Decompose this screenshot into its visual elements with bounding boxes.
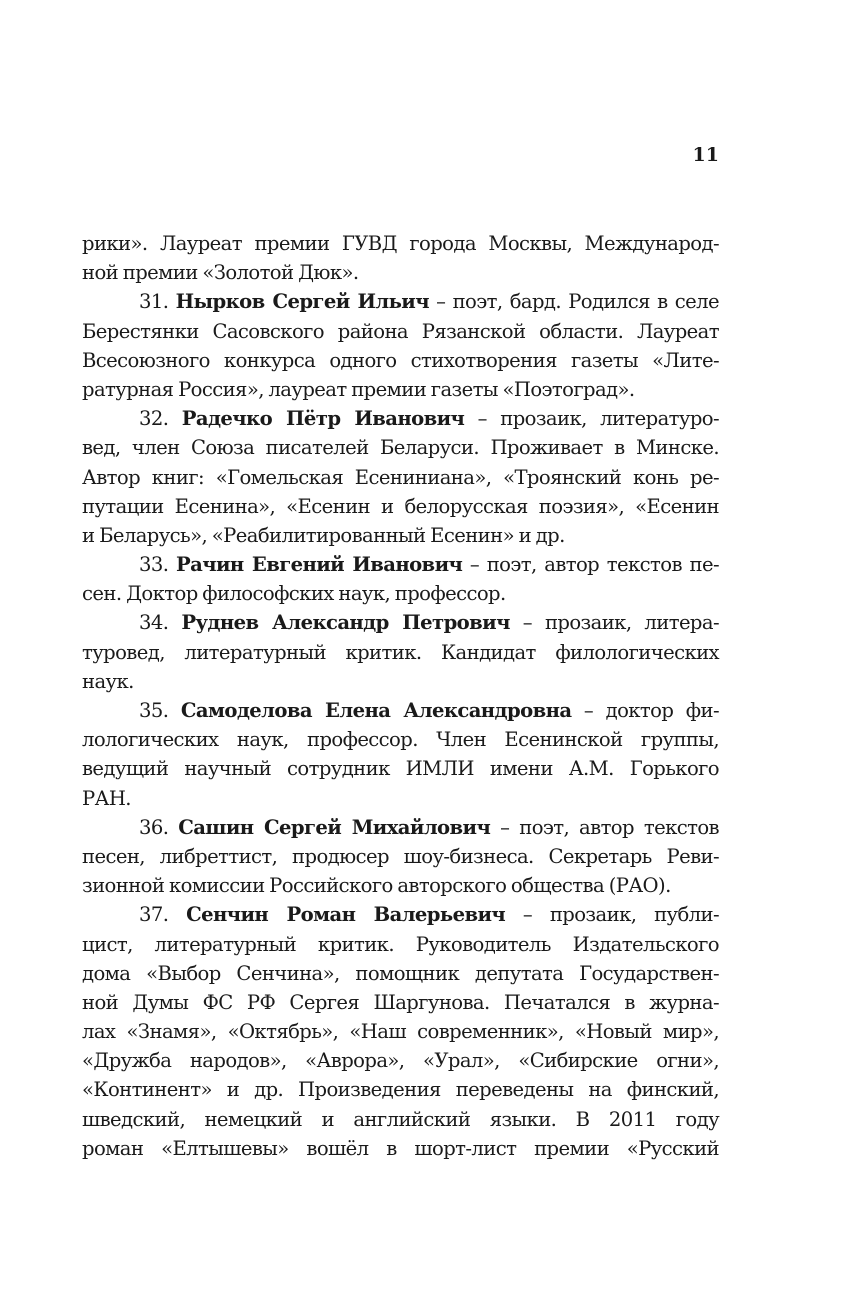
line-text: наук.	[82, 669, 134, 693]
line-text: «Дружба народов», «Аврора», «Урал», «Сибирские огни»,	[82, 1049, 719, 1073]
entry-first-line	[82, 608, 719, 637]
page-number: 11	[692, 144, 719, 166]
text-line	[82, 346, 719, 375]
entry-first-line	[82, 287, 719, 316]
line-text: путации Есенина», «Есенин и белорусская поэзия», «Есенин	[82, 494, 719, 518]
line-text: и Беларусь», «Реабилитированный Есенин» и др.	[82, 523, 565, 547]
line-text: туровед, литературный критик. Кандидат филологических	[82, 640, 719, 664]
entry-number: 33.	[139, 553, 176, 577]
text-line	[82, 1075, 719, 1104]
line-text: ной Думы ФС РФ Сергея Шаргунова. Печатался в журна-	[82, 990, 719, 1014]
text-line	[82, 725, 719, 754]
line-text: – поэт, автор текстов пе-	[462, 553, 719, 577]
line-text: шведский, немецкий и английский языки. В 2011 году	[82, 1107, 719, 1131]
line-text: – доктор фи-	[571, 699, 719, 722]
line-text: Всесоюзного конкурса одного стихотворения газеты «Лите-	[82, 348, 719, 372]
line-text: рики». Лауреат премии ГУВД города Москвы, Международ-	[82, 232, 719, 255]
line-text: – прозаик, литературо-	[464, 407, 719, 431]
line-text: роман «Елтышевы» вошёл в шорт-лист премии «Русский	[82, 1136, 719, 1160]
line-text: песен, либреттист, продюсер шоу-бизнеса. Секретарь Реви-	[82, 844, 719, 868]
line-text: дома «Выбор Сенчина», помощник депутата Государствен-	[82, 961, 719, 985]
line-text: вед, член Союза писателей Беларуси. Проживает в Минске.	[82, 436, 719, 460]
text-line	[82, 754, 719, 783]
line-text: РАН.	[82, 786, 131, 810]
text-line	[82, 930, 719, 959]
text-line	[82, 667, 719, 696]
author-name: Нырков Сергей Ильич	[175, 290, 429, 314]
text-line	[82, 871, 719, 900]
text-line	[82, 258, 719, 287]
text-line	[82, 1017, 719, 1046]
text-line	[82, 842, 719, 871]
entry-number: 36.	[139, 815, 179, 839]
text-line	[82, 1046, 719, 1075]
entry-number: 34.	[139, 611, 182, 635]
text-line	[82, 492, 719, 521]
line-text: Автор книг: «Гомельская Есениниана», «Троянский конь ре-	[82, 465, 719, 489]
text-line	[82, 317, 719, 346]
line-text: – прозаик, публи-	[505, 903, 719, 927]
entry-number: 35.	[139, 699, 181, 722]
author-name: Радечко Пётр Иванович	[181, 407, 465, 431]
line-text: ной премии «Золотой Дюк».	[82, 261, 359, 285]
author-name: Сенчин Роман Валерьевич	[186, 903, 506, 927]
entry-number: 37.	[139, 903, 187, 927]
line-text: – поэт, бард. Родился в селе	[428, 290, 719, 314]
text-line	[82, 433, 719, 462]
line-text: Берестянки Сасовского района Рязанской области. Лауреат	[82, 319, 719, 343]
entry-first-line	[82, 404, 719, 433]
line-text: – прозаик, литера-	[509, 611, 719, 635]
author-name: Самоделова Елена Александровна	[180, 699, 572, 722]
author-name: Руднев Александр Петрович	[181, 611, 510, 635]
entry-first-line	[82, 696, 719, 725]
line-text: лах «Знамя», «Октябрь», «Наш современник», «Новый мир»,	[82, 1020, 719, 1044]
page-body	[82, 229, 719, 1163]
text-line	[82, 521, 719, 550]
author-name: Сашин Сергей Михайлович	[178, 815, 491, 839]
line-text: зионной комиссии Российского авторского общества (РАО).	[82, 874, 671, 898]
text-line	[82, 784, 719, 813]
text-line	[82, 229, 719, 258]
line-text: ратурная Россия», лауреат премии газеты «Поэтоград».	[82, 377, 635, 401]
text-line	[82, 579, 719, 608]
line-text: – поэт, автор текстов	[490, 815, 719, 839]
line-text: ведущий научный сотрудник ИМЛИ имени А.М. Горького	[82, 757, 719, 781]
text-line	[82, 375, 719, 404]
text-line	[82, 1105, 719, 1134]
text-line	[82, 1134, 719, 1163]
entry-first-line	[82, 813, 719, 842]
text-line	[82, 638, 719, 667]
line-text: «Континент» и др. Произведения переведены на финский,	[82, 1078, 719, 1102]
text-line	[82, 463, 719, 492]
entry-first-line	[82, 550, 719, 579]
text-line	[82, 988, 719, 1017]
line-text: лологических наук, профессор. Член Есенинской группы,	[82, 728, 719, 752]
entry-number: 31.	[139, 290, 176, 314]
entry-number: 32.	[139, 407, 182, 431]
text-line	[82, 959, 719, 988]
line-text: сен. Доктор философских наук, профессор.	[82, 582, 506, 606]
author-name: Рачин Евгений Иванович	[176, 553, 463, 577]
line-text: цист, литературный критик. Руководитель Издательского	[82, 932, 719, 956]
entry-first-line	[82, 900, 719, 929]
